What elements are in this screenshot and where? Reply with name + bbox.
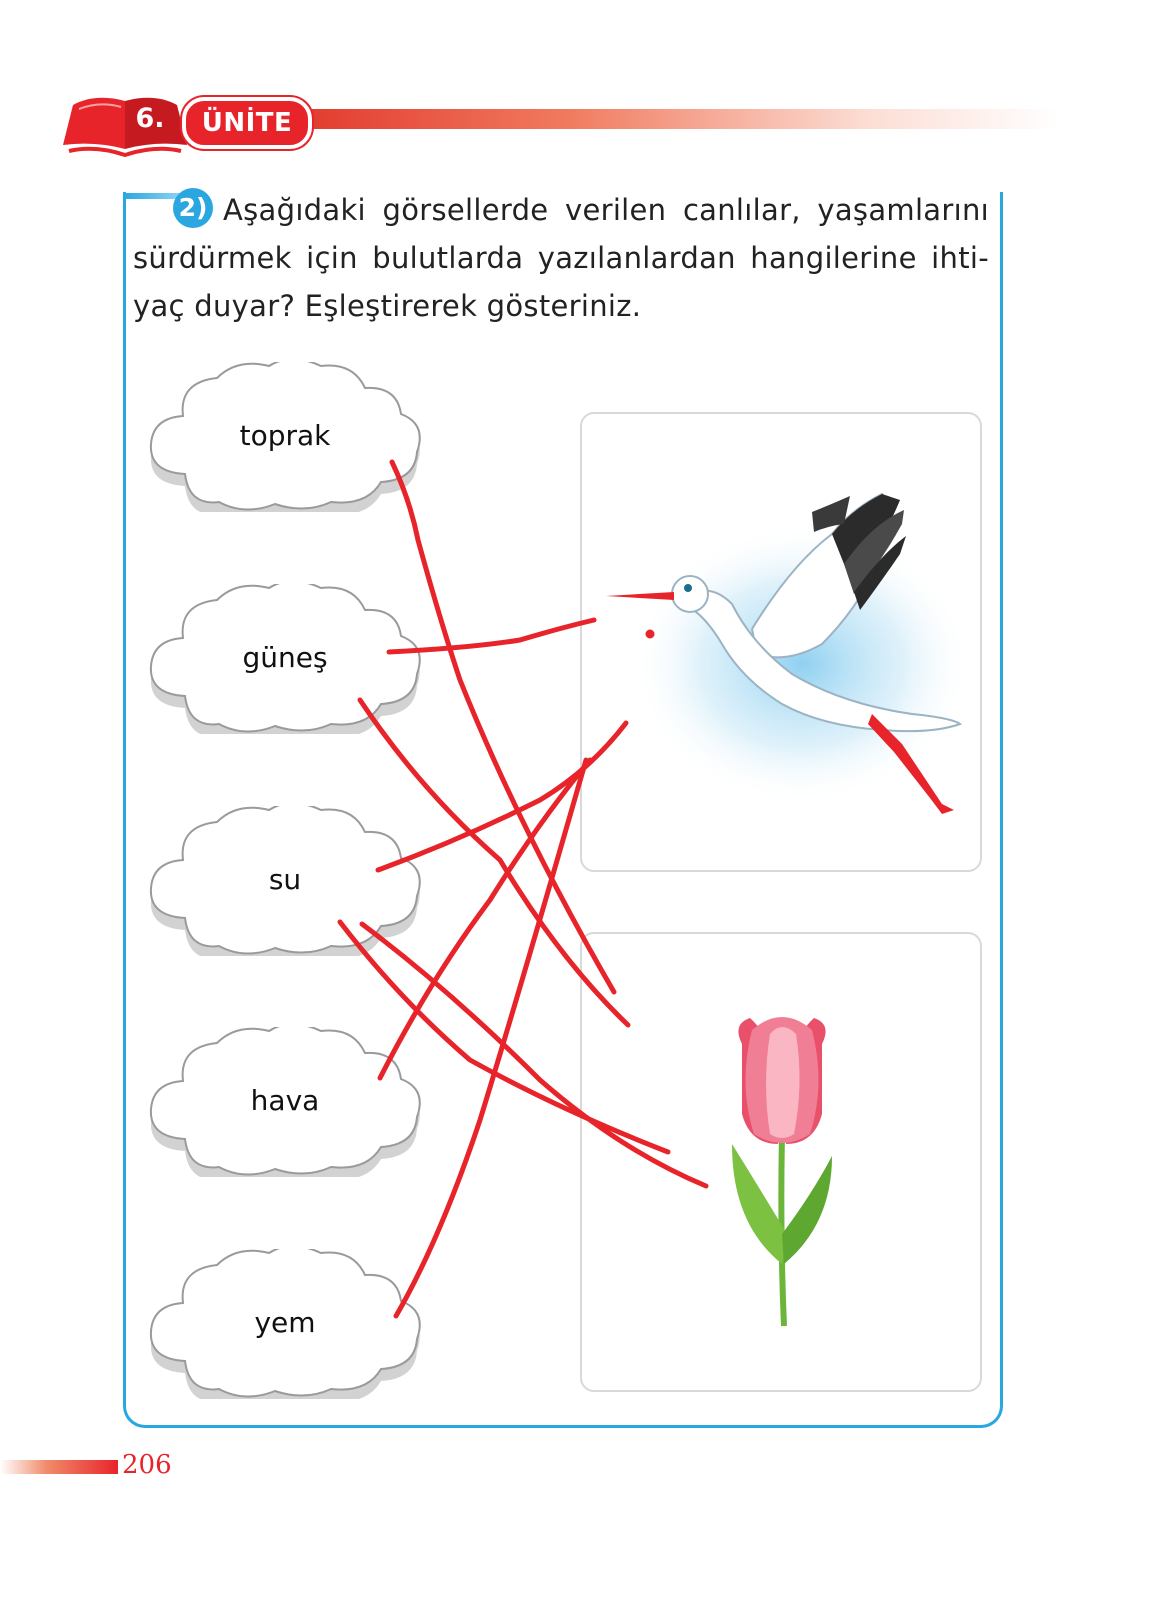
match-line <box>392 462 614 992</box>
page-number-bar <box>0 1460 118 1474</box>
question-number-badge: 2) <box>173 188 213 228</box>
cloud-label: yem <box>254 1306 316 1339</box>
cloud-label: güneş <box>242 641 328 674</box>
cloud-label: su <box>268 863 302 896</box>
match-line <box>396 760 586 1316</box>
cloud-label: toprak <box>239 419 331 452</box>
match-line <box>378 723 626 870</box>
match-line <box>648 632 652 636</box>
question-text: Aşağıdaki görsellerde verilen canlılar, yaşamlarını sürdürmek için bulutlarda yazılanlardan hangilerine ihti-yaç duyar? Eşleştirerek gösteriniz. <box>133 193 989 323</box>
unit-label: ÜNİTE <box>182 97 312 149</box>
cloud-label: hava <box>250 1084 320 1117</box>
page-number: 206 <box>122 1450 172 1480</box>
match-line <box>389 620 594 652</box>
unit-number: 6. <box>135 103 165 134</box>
